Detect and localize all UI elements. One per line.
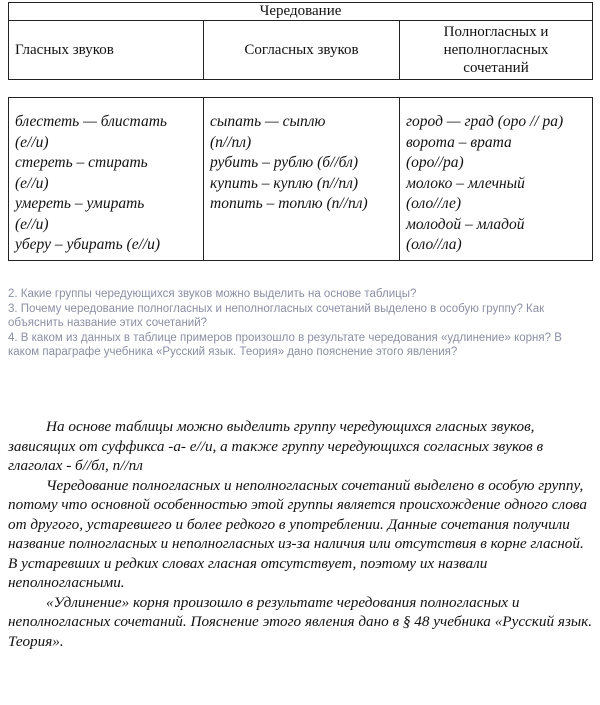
- example-line: умереть – умирать: [15, 195, 145, 212]
- questions-block: [8, 287, 596, 360]
- example-line: (е//и): [15, 215, 49, 233]
- example-line: молоко – млечный: [406, 174, 525, 192]
- example-line: (оло//ле): [406, 195, 462, 212]
- example-line: блестеть — блистать: [15, 113, 167, 130]
- header-vowels: Гласных звуков: [9, 21, 204, 80]
- consonants-cell: [204, 98, 400, 261]
- answer-paragraph-2: Чередование полногласных и неполногласных сочетаний выделено в особую группу, потому что основной особенностью этой группы является происхождение одного слова от другого, устаревшего и более редкого в употреблении. Данные сочетания получили название полногласных и неполногласных из-за наличия или отсутствия в корне гласной. В устаревших и редких словах гласная отсутствует, поэтому их назвали неполногласными.: [8, 476, 587, 591]
- header-consonants: Согласных звуков: [204, 21, 400, 80]
- header-pleophonic-line: Полногласных и: [443, 24, 549, 40]
- header-pleophonic: [400, 21, 593, 80]
- header-pleophonic-line: сочетаний: [463, 60, 529, 76]
- vowels-cell: [9, 98, 204, 261]
- example-line: (оро//ра): [406, 154, 464, 171]
- example-line: (оло//ла): [406, 236, 462, 253]
- example-line: купить – куплю (п//пл): [210, 174, 359, 192]
- example-line: стереть – стирать: [15, 154, 148, 171]
- example-line: сыпать — сыплю: [210, 113, 326, 130]
- question-3: 3. Почему чередование полногласных и неполногласных сочетаний выделено в особую группу? Как объяснить название этих сочетаний?: [8, 302, 545, 329]
- example-line: уберу – убирать (е//и): [15, 236, 161, 253]
- example-line: молодой – младой: [406, 215, 525, 233]
- example-line: топить – топлю (п//пл): [210, 195, 368, 212]
- header-pleophonic-line: неполногласных: [443, 42, 549, 58]
- table-caption: Чередование: [9, 3, 593, 21]
- alternation-header-table: [8, 2, 593, 80]
- answer-paragraph-3: «Удлинение» корня произошло в результате чередования полногласных и неполногласных сочетаний. Пояснение этого явления дано в § 48 учебника «Русский язык. Теория».: [8, 593, 593, 650]
- pleophonic-cell: [400, 98, 593, 261]
- answer-paragraph-1: На основе таблицы можно выделить группу чередующихся гласных звуков, зависящих от суффикса -а- е//и, а также группу чередующихся согласных звуков в глаголах - б//бл, п//пл: [8, 418, 544, 474]
- example-line: ворота – врата: [406, 133, 512, 151]
- question-4: 4. В каком из данных в таблице примеров произошло в результате чередования «удлинение» корня? В каком параграфе учебника «Русский язык. Теория» дано пояснение этого явления?: [8, 331, 562, 358]
- example-line: (п//пл): [210, 133, 252, 151]
- example-line: рубить – рублю (б//бл): [210, 154, 359, 171]
- example-line: (е//и): [15, 133, 49, 151]
- answer-block: [8, 417, 594, 651]
- example-line: (е//и): [15, 174, 49, 192]
- alternation-examples-table: [8, 97, 593, 261]
- question-2: 2. Какие группы чередующихся звуков можно выделить на основе таблицы?: [8, 288, 417, 300]
- example-line: город — град (оро // ра): [406, 113, 564, 130]
